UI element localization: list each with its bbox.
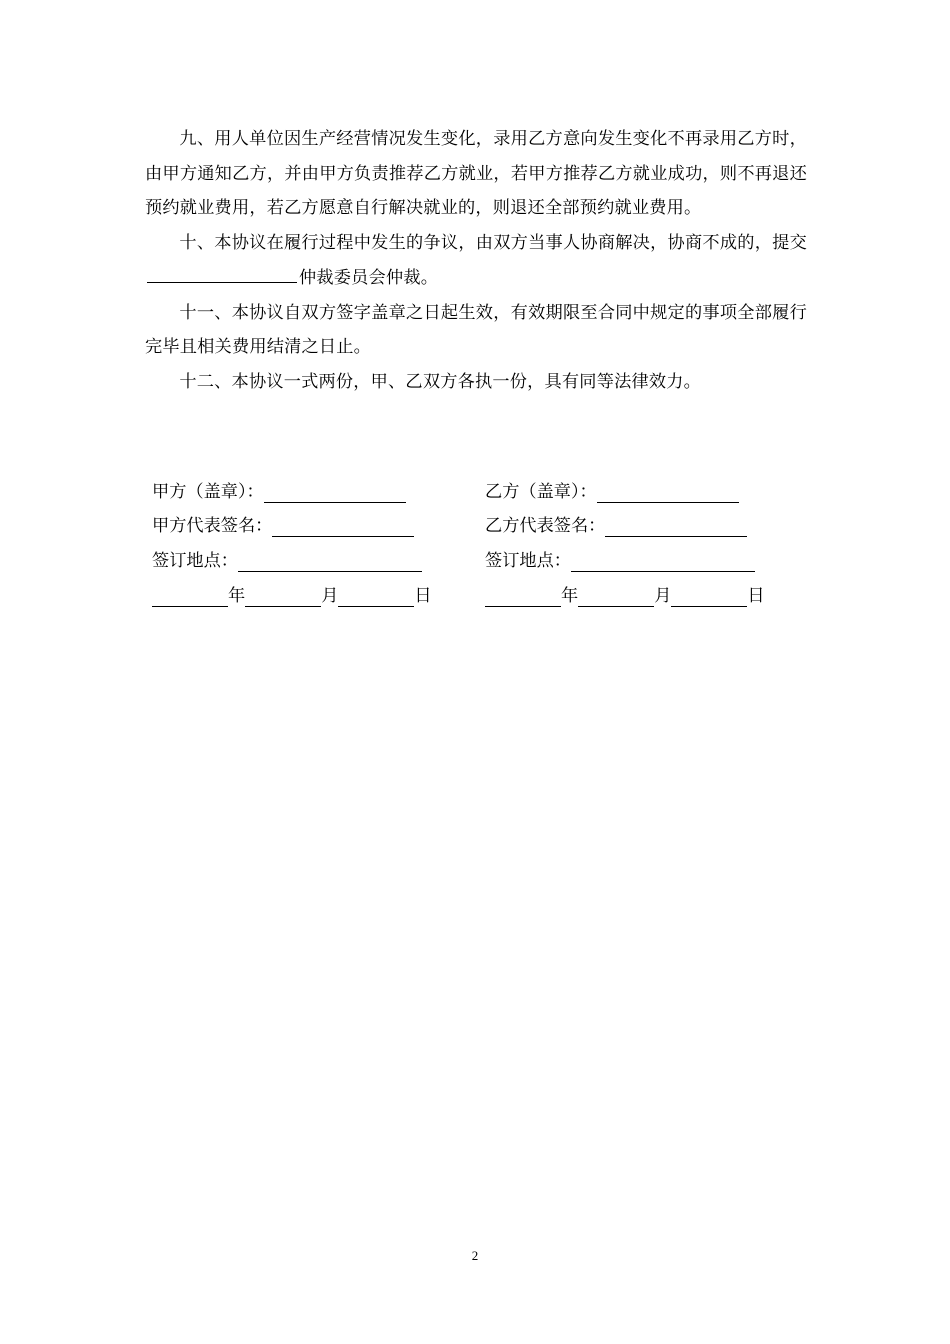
page-number: 2 [471, 1248, 479, 1263]
party-a-place-blank [238, 553, 422, 572]
party-b-year-label: 年 [561, 586, 579, 606]
clause-10-text-before: 十、本协议在履行过程中发生的争议，由双方当事人协商解决，协商不成的，提交 [179, 232, 807, 253]
clause-10-text-after: 仲裁委员会仲裁。 [299, 268, 439, 288]
clause-10 [145, 226, 807, 296]
party-a-place-row [152, 550, 422, 572]
party-a-place-label: 签订地点： [152, 551, 238, 571]
party-b-year-blank [485, 588, 561, 607]
party-a-date-row [152, 585, 432, 607]
party-b-seal-row [485, 481, 739, 503]
party-a-seal-blank [264, 484, 406, 503]
party-b-place-blank [571, 553, 755, 572]
party-b-rep-blank [605, 518, 747, 537]
party-b-month-label: 月 [654, 586, 672, 606]
party-b-seal-label: 乙方（盖章）： [485, 482, 597, 502]
agreement-clauses [145, 122, 807, 399]
party-a-year-blank [152, 588, 228, 607]
party-b-day-blank [671, 588, 747, 607]
party-b-rep-row [485, 515, 747, 537]
party-a-rep-blank [272, 518, 414, 537]
party-a-day-label: 日 [414, 586, 432, 606]
party-a-month-label: 月 [321, 586, 339, 606]
party-a-seal-label: 甲方（盖章）： [152, 482, 264, 502]
party-a-month-blank [245, 588, 321, 607]
party-a-seal-row [152, 481, 406, 503]
party-a-rep-row [152, 515, 414, 537]
party-b-place-row [485, 550, 755, 572]
party-b-day-label: 日 [747, 586, 765, 606]
party-b-seal-blank [597, 484, 739, 503]
party-b-month-blank [578, 588, 654, 607]
clause-9: 九、用人单位因生产经营情况发生变化，录用乙方意向发生变化不再录用乙方时，由甲方通知乙方，并由甲方负责推荐乙方就业，若甲方推荐乙方就业成功，则不再退还预约就业费用，若乙方愿意自行解决就业的，则退还全部预约就业费用。 [145, 129, 807, 218]
party-b-date-row [485, 585, 765, 607]
party-a-year-label: 年 [228, 586, 246, 606]
arbitration-commission-blank [147, 260, 297, 283]
clause-11: 十一、本协议自双方签字盖章之日起生效，有效期限至合同中规定的事项全部履行完毕且相关费用结清之日止。 [145, 302, 807, 357]
party-b-place-label: 签订地点： [485, 551, 571, 571]
party-a-rep-label: 甲方代表签名： [152, 516, 273, 536]
clause-12: 十二、本协议一式两份，甲、乙双方各执一份，具有同等法律效力。 [179, 371, 702, 392]
party-a-day-blank [338, 588, 414, 607]
party-b-rep-label: 乙方代表签名： [485, 516, 606, 536]
